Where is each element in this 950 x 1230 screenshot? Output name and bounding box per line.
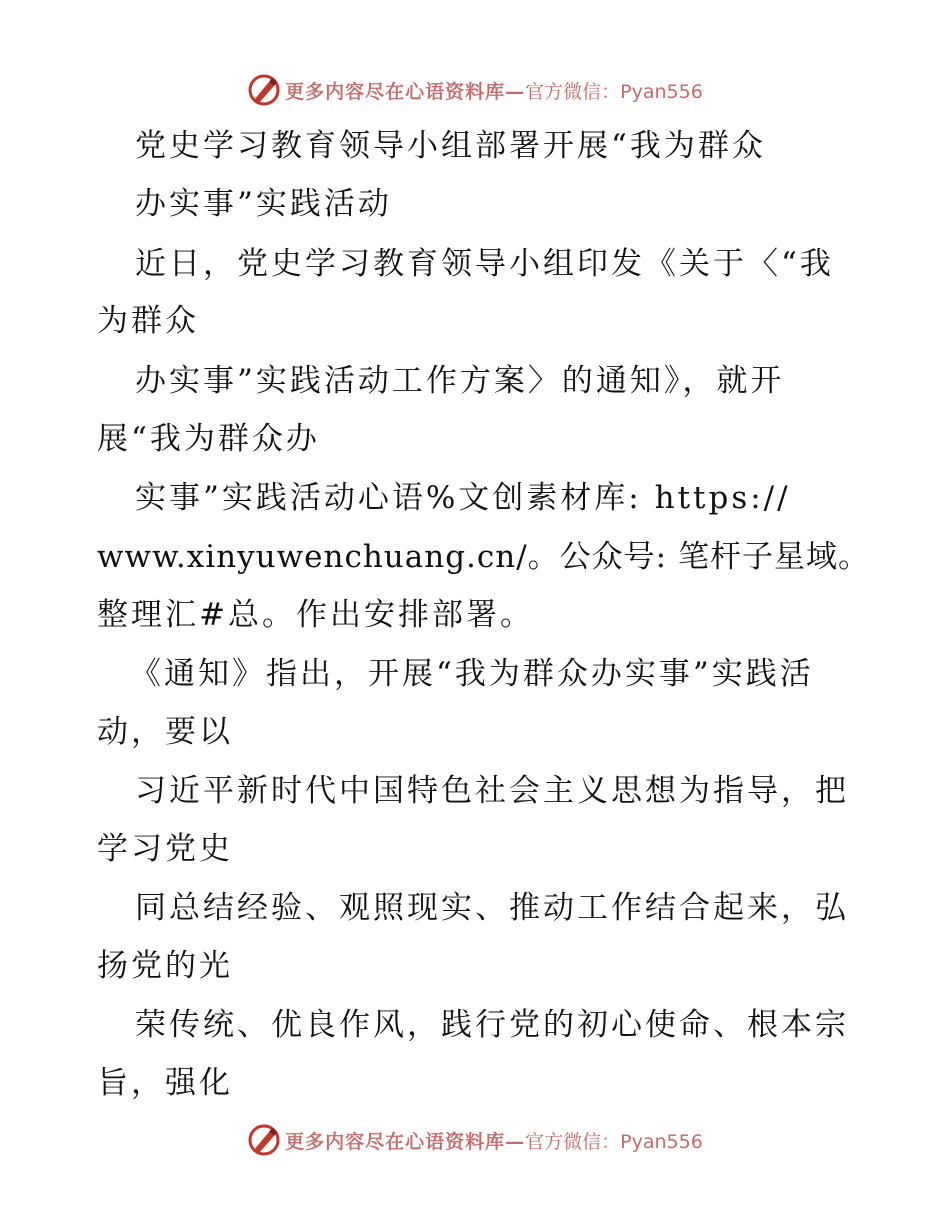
text-line: 近日，党史学习教育领导小组印发《关于〈“我 bbox=[135, 246, 834, 282]
footer-brand-text: 更多内容尽在心语资料库— bbox=[285, 1130, 526, 1153]
text-line: 同总结经验、观照现实、推动工作结合起来，弘 bbox=[135, 890, 849, 926]
text-line: 习近平新时代中国特色社会主义思想为指导，把 bbox=[135, 773, 849, 809]
text-line: 办实事”实践活动工作方案〉的通知》，就开 bbox=[135, 363, 785, 399]
text-line: 学习党史 bbox=[97, 831, 233, 867]
text-line: 实事”实践活动心语%文创素材库: https:// bbox=[135, 480, 791, 516]
footer-contact-text: 官方微信：Pyan556 bbox=[525, 1130, 703, 1153]
text-line: 《通知》指出，开展“我为群众办实事”实践活 bbox=[130, 656, 814, 692]
header-contact-text: 官方微信：Pyan556 bbox=[525, 80, 703, 103]
text-line: 整理汇#总。作出安排部署。 bbox=[97, 597, 534, 633]
text-line: 党史学习教育领导小组部署开展“我为群众 bbox=[135, 128, 766, 164]
text-line: 动，要以 bbox=[97, 714, 233, 750]
footer-banner bbox=[0, 1120, 950, 1160]
text-line: 旨，强化 bbox=[97, 1065, 233, 1101]
text-line: 展“我为群众办 bbox=[97, 421, 320, 457]
pen-logo-icon bbox=[247, 1123, 281, 1157]
text-line: www.xinyuwenchuang.cn/。公众号: 笔杆子星域。 bbox=[97, 539, 870, 575]
text-line: 荣传统、优良作风，践行党的初心使命、根本宗 bbox=[135, 1007, 849, 1043]
header-brand-text: 更多内容尽在心语资料库— bbox=[285, 80, 526, 103]
text-line: 为群众 bbox=[97, 303, 199, 339]
text-line: 扬党的光 bbox=[97, 948, 233, 984]
text-line: 办实事”实践活动 bbox=[135, 186, 392, 222]
